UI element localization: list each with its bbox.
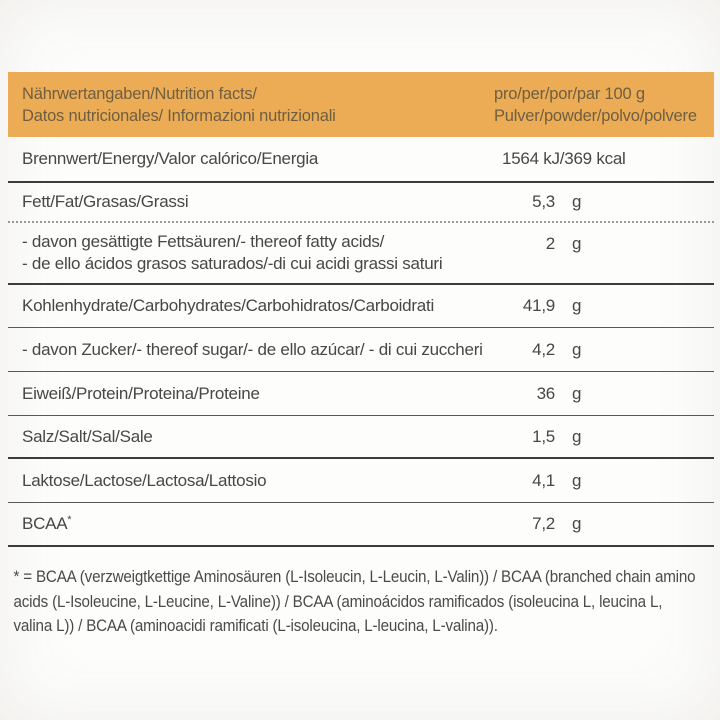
row-label: Laktose/Lactose/Lactosa/Lattosio: [22, 470, 267, 490]
row-value: 4,2: [532, 339, 555, 359]
row-sugar: [8, 328, 714, 372]
footnote-line3: valina L)) / BCAA (aminoacidi ramificati (L-isoleucina, L-leucina, L-valina)).: [13, 617, 498, 635]
row-label: Kohlenhydrate/Carbohydrates/Carbohidratos/Carboidrati: [22, 296, 434, 315]
row-fat: [8, 183, 714, 223]
footnote-line2: acids (L-Isoleucine, L-Leucine, L-Valine)) / BCAA (aminoácidos ramificados (isoleucina L, leucina L,: [13, 592, 663, 611]
header-band: [8, 72, 714, 137]
row-saturated-fat: [8, 223, 714, 285]
row-label: Salz/Salt/Sal/Sale: [22, 426, 153, 446]
nutrition-table: [8, 72, 714, 639]
row-label: Brennwert/Energy/Valor calórico/Energia: [22, 149, 319, 168]
row-unit: g: [572, 339, 582, 359]
row-label-line2: - de ello ácidos grasos saturados/-di cui acidi grassi saturi: [22, 254, 443, 273]
row-label: Fett/Fat/Grasas/Grassi: [22, 192, 189, 211]
row-unit: g: [572, 383, 582, 403]
row-unit: g: [572, 296, 582, 315]
row-value: 4,1: [532, 470, 555, 490]
row-label: Eiweiß/Protein/Proteina/Proteine: [22, 383, 260, 403]
row-label-line1: - davon gesättigte Fettsäuren/- thereof fatty acids/: [22, 232, 385, 251]
row-label: BCAA*: [22, 514, 72, 533]
row-value: 41,9: [522, 296, 555, 315]
header-title: [22, 83, 336, 127]
header-title-line1: Nährwertangaben/Nutrition facts/: [22, 84, 257, 103]
row-value: 36: [536, 383, 555, 403]
row-unit: g: [572, 426, 582, 446]
row-value: 1,5: [532, 426, 555, 446]
row-value: 7,2: [532, 514, 555, 533]
row-protein: [8, 372, 714, 416]
row-bcaa: [8, 503, 714, 547]
asterisk-marker: *: [67, 514, 72, 526]
footnote: [8, 565, 720, 639]
header-serving-info: [494, 83, 697, 127]
row-value: 5,3: [532, 192, 555, 211]
row-unit: g: [572, 192, 582, 211]
row-salt: [8, 416, 714, 459]
row-value: 2: [545, 234, 555, 253]
row-unit: g: [572, 234, 582, 253]
row-carbohydrates: [8, 285, 714, 328]
header-serving-line2: Pulver/powder/polvo/polvere: [494, 106, 697, 125]
row-unit: g: [572, 470, 582, 490]
row-unit: g: [572, 514, 582, 533]
row-lactose: [8, 459, 714, 503]
row-energy: [8, 137, 714, 183]
footnote-line1: * = BCAA (verzweigtkettige Aminosäuren (L-Isoleucin, L-Leucin, L-Valin)) / BCAA (branched chain amino: [13, 568, 696, 586]
header-serving-line1: pro/per/por/par 100 g: [494, 84, 645, 103]
row-label: - davon Zucker/- thereof sugar/- de ello azúcar/ - di cui zuccheri: [22, 339, 483, 359]
header-title-line2: Datos nutricionales/ Informazioni nutrizionali: [22, 106, 336, 125]
row-value: 1564 kJ/369 kcal: [502, 149, 626, 168]
